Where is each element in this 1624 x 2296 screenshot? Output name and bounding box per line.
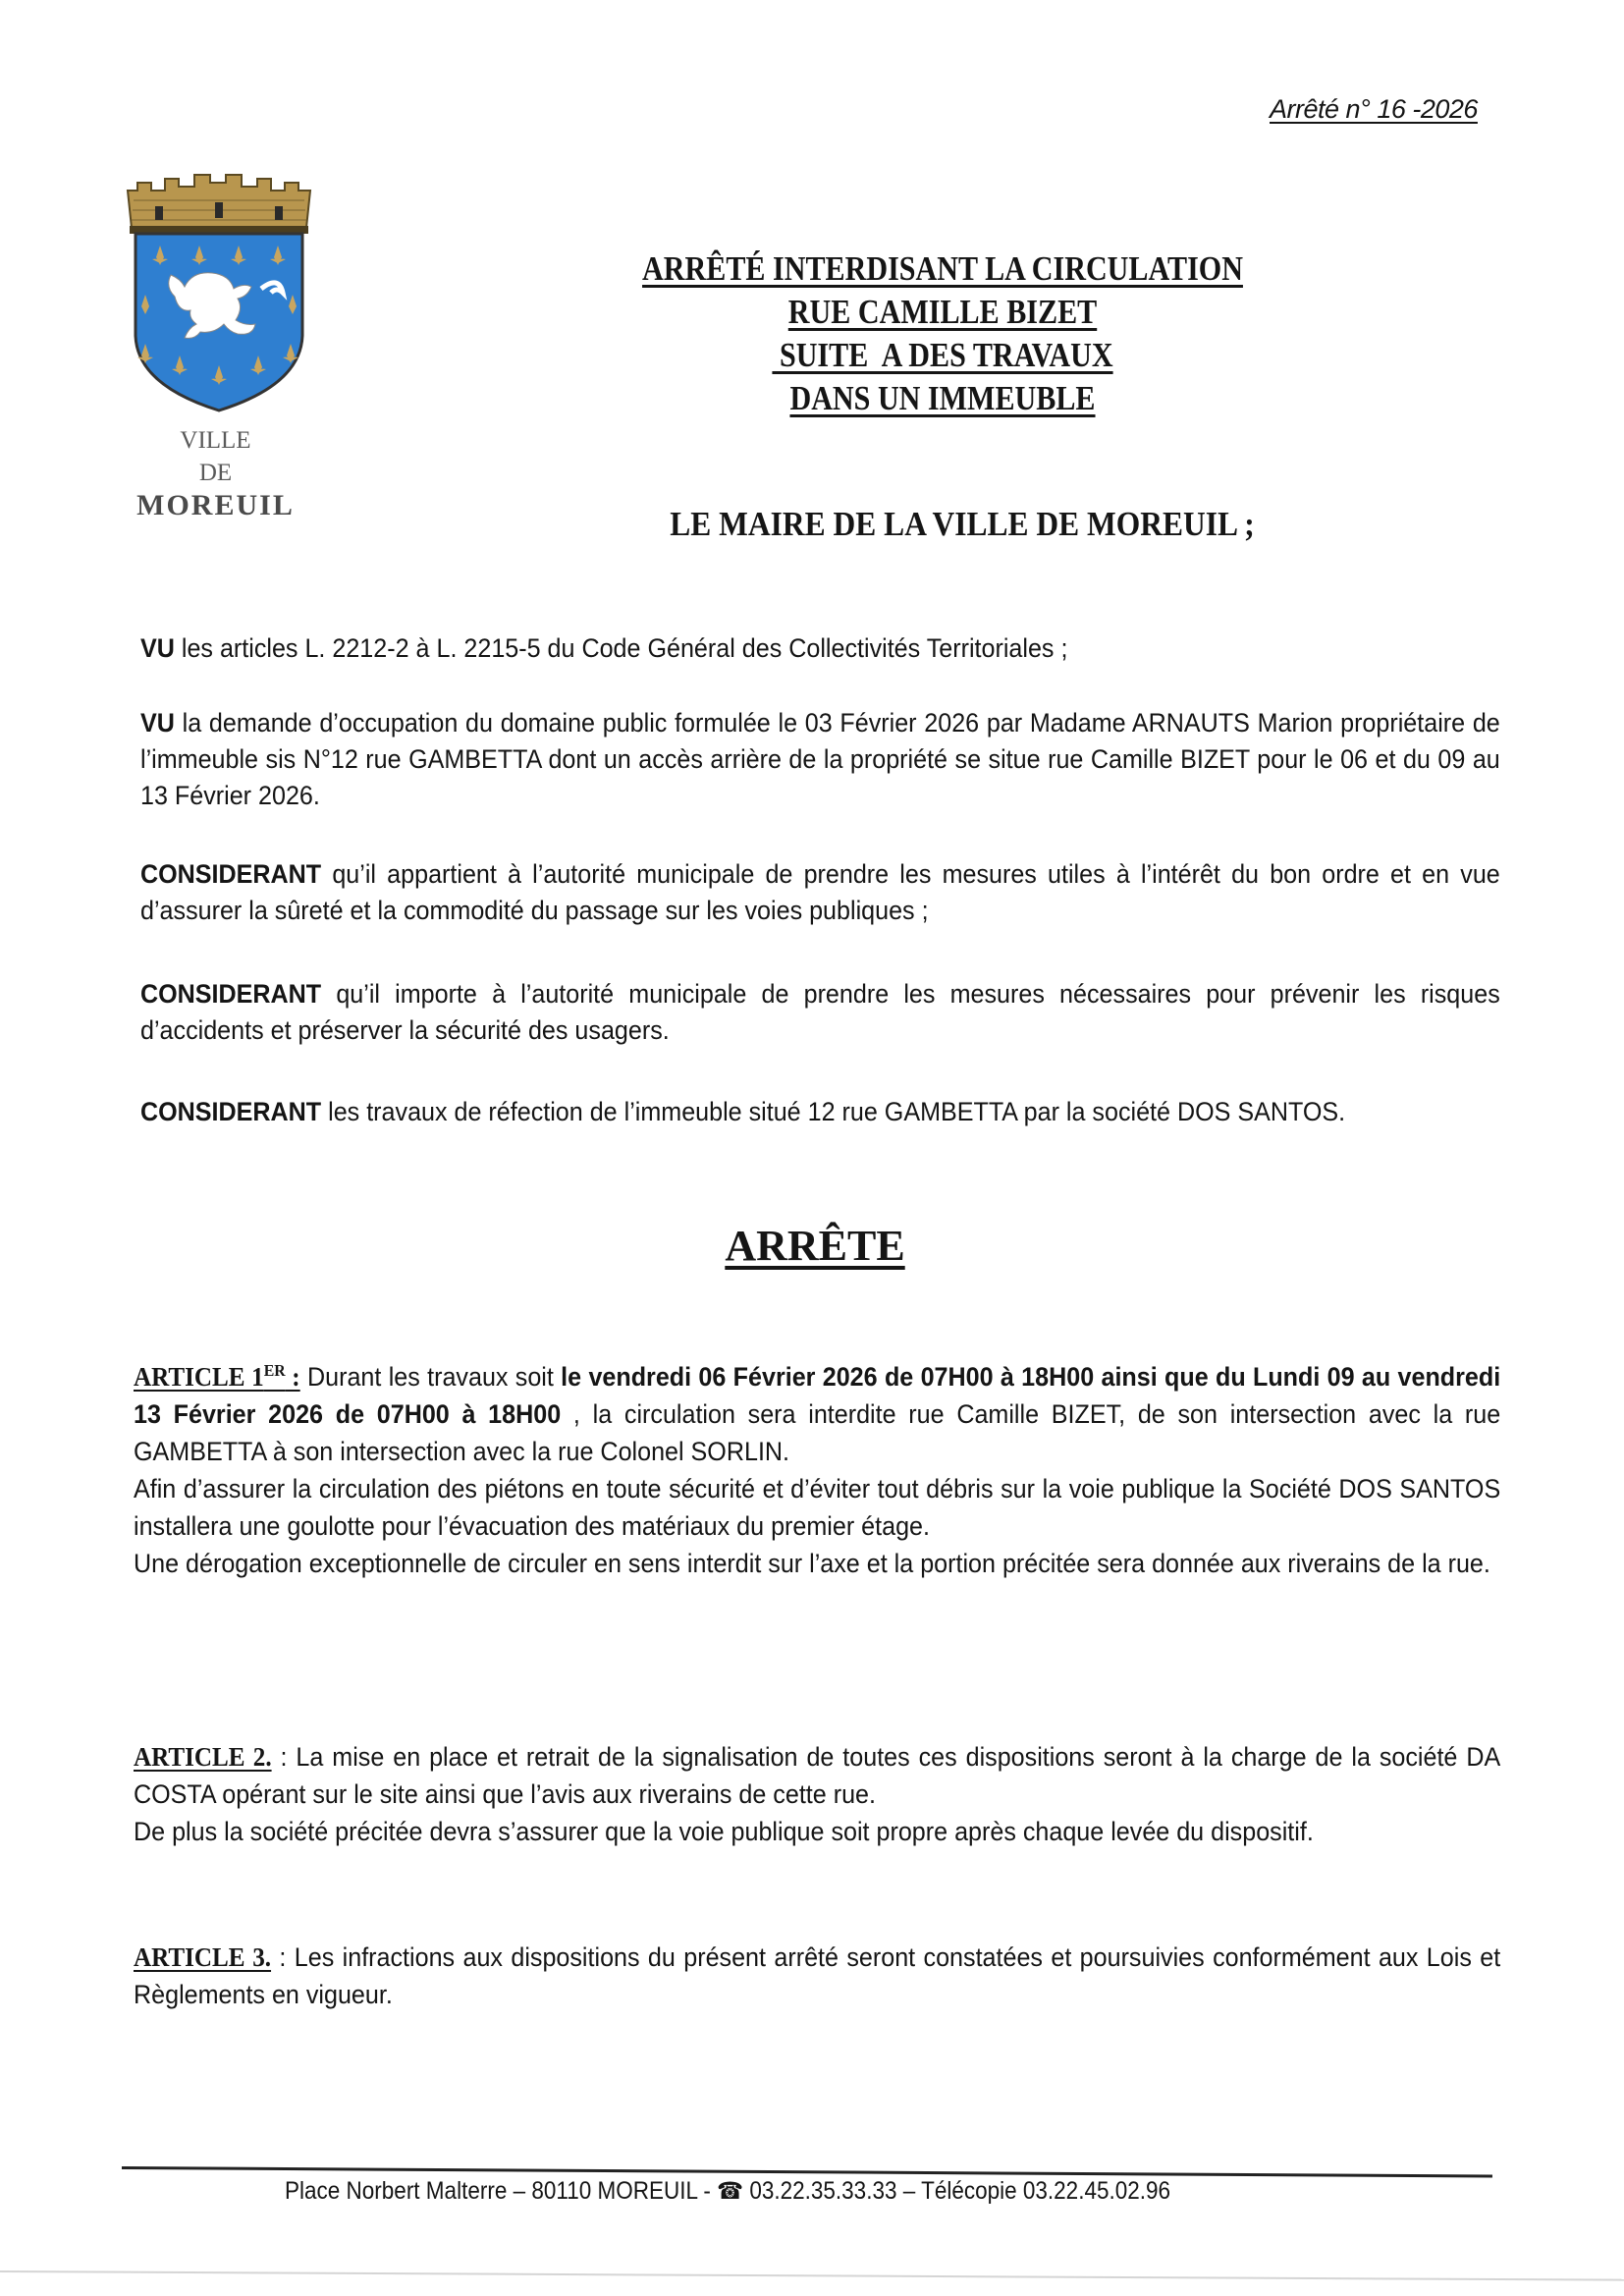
article-3-main	[134, 1939, 1500, 2013]
moreuil-coat-of-arms-icon	[116, 169, 322, 414]
article-1-dates: le vendredi 06 Février 2026 de 07H00 à 18H00 ainsi que du Lundi 09 au vendredi 13 Février 2026 de 07H00 à 18H00	[134, 1362, 1501, 1429]
title-line: SUITE A DES TRAVAUX	[772, 336, 1113, 374]
vu-label: VU	[140, 708, 175, 738]
article-3	[134, 1939, 1500, 2013]
footer-divider	[122, 2166, 1492, 2178]
city-line-moreuil: MOREUIL	[136, 489, 295, 521]
article-1-derogation: Une dérogation exceptionnelle de circuler en sens interdit sur l’axe et la portion précitée sera donnée aux riverains de la rue.	[134, 1549, 1490, 1578]
article-1-main	[134, 1352, 1500, 1470]
considerant-text: qu’il importe à l’autorité municipale de prendre les mesures nécessaires pour prévenir les risques d’accidents et préserver la sécurité des usagers.	[140, 979, 1500, 1045]
title-line: DANS UN IMMEUBLE	[789, 379, 1096, 417]
city-line-de: DE	[198, 460, 233, 486]
article-2-main	[134, 1738, 1500, 1813]
vu-label: VU	[140, 633, 175, 663]
preamble-considerant-order	[140, 856, 1500, 929]
decree-reference-number: Arrêté n° 16 -2026	[1270, 94, 1478, 124]
preamble-vu-articles	[140, 630, 1500, 667]
considerant-label: CONSIDERANT	[140, 859, 322, 889]
article-2-cleaning: De plus la société précitée devra s’assurer que la voie publique soit propre après chaque levée du dispositif.	[134, 1817, 1314, 1846]
title-line: ARRÊTÉ INTERDISANT LA CIRCULATION	[642, 249, 1243, 288]
article-3-label: ARTICLE 3.	[134, 1942, 272, 1972]
article-3-text: : Les infractions aux dispositions du présent arrêté seront constatées et poursuivies conformément aux Lois et Règlements en vigueur.	[134, 1942, 1501, 2009]
preamble-considerant-works	[140, 1094, 1500, 1130]
article-1-intro: Durant les travaux soit	[299, 1362, 562, 1392]
article-2-label: ARTICLE 2.	[134, 1742, 272, 1772]
considerant-label: CONSIDERANT	[140, 979, 322, 1009]
considerant-label: CONSIDERANT	[140, 1097, 322, 1126]
city-name-block	[110, 424, 321, 521]
city-line-ville: VILLE	[180, 427, 251, 454]
article-1-pedestrians: Afin d’assurer la circulation des piétons en toute sécurité et d’éviter tout débris sur la voie publique la Société DOS SANTOS installera une goulotte pour l’évacuation des matériaux du premier étage.	[134, 1474, 1501, 1541]
vu-text: la demande d’occupation du domaine public formulée le 03 Février 2026 par Madame ARNAUTS Marion propriétaire de l’immeuble sis N°12 rue GAMBETTA dont un accès arrière de la propriété se situe rue Camille BIZET pour le 06 et du 09 au 13 Février 2026.	[140, 708, 1500, 810]
article-2	[134, 1738, 1500, 1850]
scan-edge-line	[0, 2270, 1624, 2281]
article-2-text: : La mise en place et retrait de la signalisation de toutes ces dispositions seront à la charge de la société DA COSTA opérant sur le site ainsi que l’avis aux riverains de cette rue.	[134, 1742, 1501, 1809]
preamble-vu-request	[140, 705, 1500, 814]
preamble-considerant-safety	[140, 976, 1500, 1049]
issuing-authority: LE MAIRE DE LA VILLE DE MOREUIL ;	[670, 505, 1255, 543]
article-1	[134, 1352, 1500, 1582]
considerant-text: qu’il appartient à l’autorité municipale de prendre les mesures utiles à l’intérêt du bon ordre et en vue d’assurer la sûreté et la commodité du passage sur les voies publiques ;	[140, 859, 1500, 925]
footer-contact	[285, 2177, 1170, 2206]
decision-heading: ARRÊTE	[725, 1222, 905, 1270]
title-line: RUE CAMILLE BIZET	[787, 293, 1098, 331]
vu-text: les articles L. 2212-2 à L. 2215-5 du Code Général des Collectivités Territoriales ;	[174, 633, 1068, 663]
footer-address: Place Norbert Malterre – 80110 MOREUIL -	[285, 2177, 718, 2205]
footer-phone-fax: 03.22.35.33.33 – Télécopie 03.22.45.02.96	[743, 2177, 1171, 2205]
considerant-text: les travaux de réfection de l’immeuble situé 12 rue GAMBETTA par la société DOS SANTOS.	[321, 1097, 1346, 1126]
phone-icon: ☎	[717, 2178, 744, 2205]
mural-crown-icon	[128, 175, 310, 234]
document-title	[571, 247, 1315, 420]
article-1-rest: , la circulation sera interdite rue Camille BIZET, de son intersection avec la rue GAMBETTA à son intersection avec la rue Colonel SORLIN.	[134, 1399, 1501, 1466]
article-1-label: ARTICLE 1ER :	[134, 1361, 300, 1392]
